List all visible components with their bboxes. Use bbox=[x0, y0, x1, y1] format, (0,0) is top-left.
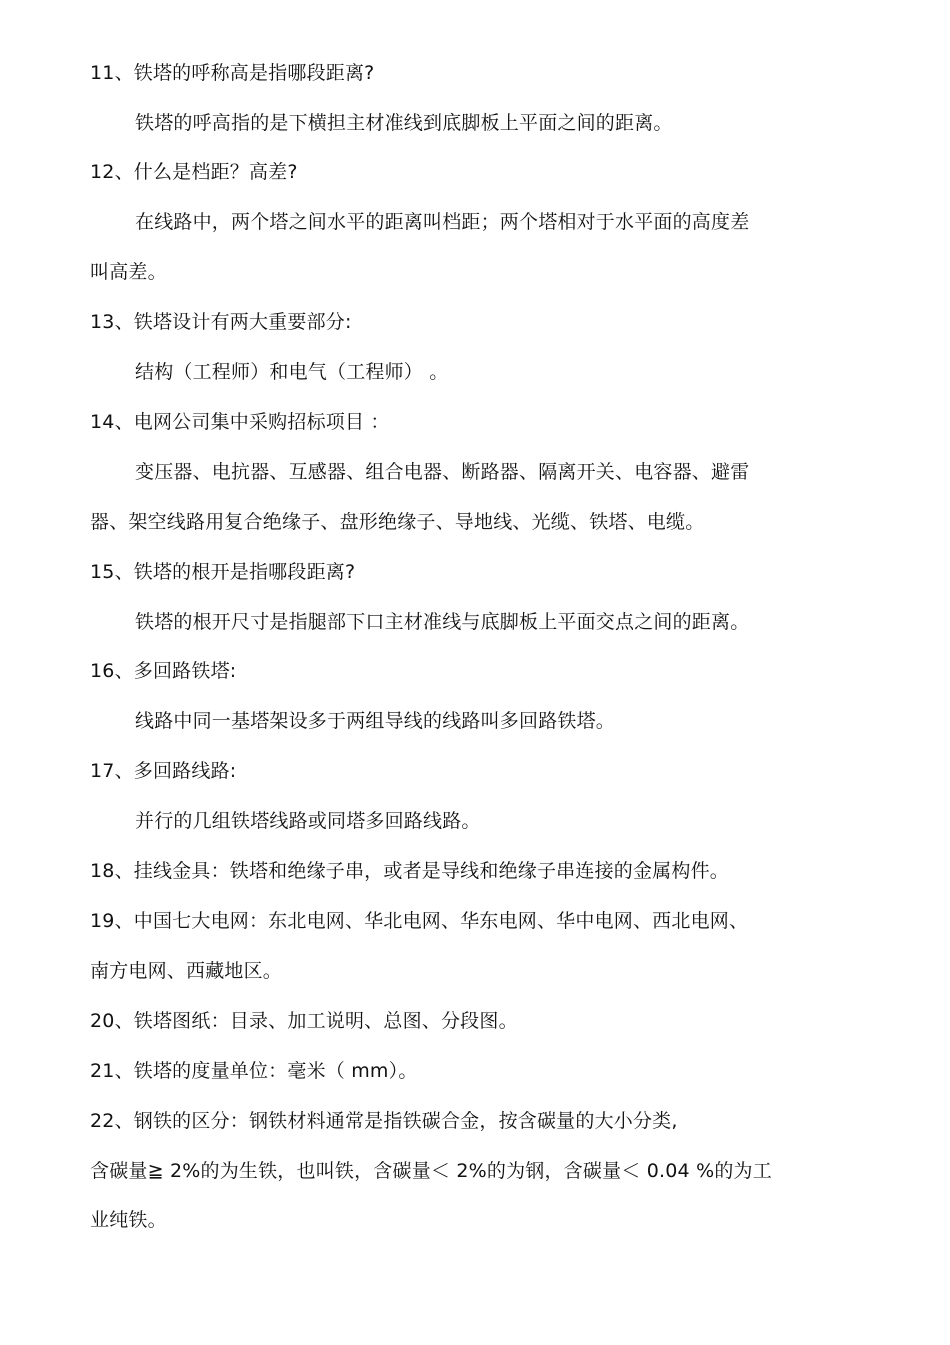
answer-16: 线路中同一基塔架设多于两组导线的线路叫多回路铁塔。 bbox=[135, 710, 616, 732]
item-21: 21、铁塔的度量单位：毫米（ mm）。 bbox=[90, 1060, 418, 1082]
answer-11: 铁塔的呼高指的是下横担主材准线到底脚板上平面之间的距离。 bbox=[135, 112, 673, 134]
answer-17: 并行的几组铁塔线路或同塔多回路线路。 bbox=[135, 810, 481, 832]
question-15: 15、铁塔的根开是指哪段距离? bbox=[90, 561, 356, 583]
question-11: 11、铁塔的呼称高是指哪段距离? bbox=[90, 62, 375, 84]
item-22-line-3: 业纯铁。 bbox=[90, 1209, 167, 1231]
item-22-line-2: 含碳量≧ 2%的为生铁，也叫铁，含碳量＜ 2%的为钢，含碳量＜ 0.04 %的为工 bbox=[90, 1160, 772, 1182]
answer-12-line-1: 在线路中，两个塔之间水平的距离叫档距；两个塔相对于水平面的高度差 bbox=[135, 211, 750, 233]
item-20: 20、铁塔图纸：目录、加工说明、总图、分段图。 bbox=[90, 1010, 518, 1032]
answer-15: 铁塔的根开尺寸是指腿部下口主材准线与底脚板上平面交点之间的距离。 bbox=[135, 611, 750, 633]
item-22-line-1: 22、钢铁的区分：钢铁材料通常是指铁碳合金，按含碳量的大小分类, bbox=[90, 1110, 678, 1132]
answer-13: 结构（工程师）和电气（工程师） 。 bbox=[135, 361, 449, 383]
question-13: 13、铁塔设计有两大重要部分: bbox=[90, 311, 352, 333]
answer-14-line-1: 变压器、电抗器、互感器、组合电器、断路器、隔离开关、电容器、避雷 bbox=[135, 461, 750, 483]
question-17: 17、多回路线路: bbox=[90, 760, 237, 782]
question-14: 14、电网公司集中采购招标项目 ： bbox=[90, 411, 390, 433]
item-18: 18、挂线金具：铁塔和绝缘子串，或者是导线和绝缘子串连接的金属构件。 bbox=[90, 860, 729, 882]
answer-14-line-2: 器、架空线路用复合绝缘子、盘形绝缘子、导地线、光缆、铁塔、电缆。 bbox=[90, 511, 705, 533]
question-16: 16、多回路铁塔: bbox=[90, 660, 237, 682]
answer-12-line-2: 叫高差。 bbox=[90, 261, 167, 283]
item-19-line-2: 南方电网、西藏地区。 bbox=[90, 960, 283, 982]
question-12: 12、什么是档距？高差? bbox=[90, 161, 298, 183]
item-19-line-1: 19、中国七大电网：东北电网、华北电网、华东电网、华中电网、西北电网、 bbox=[90, 910, 749, 932]
